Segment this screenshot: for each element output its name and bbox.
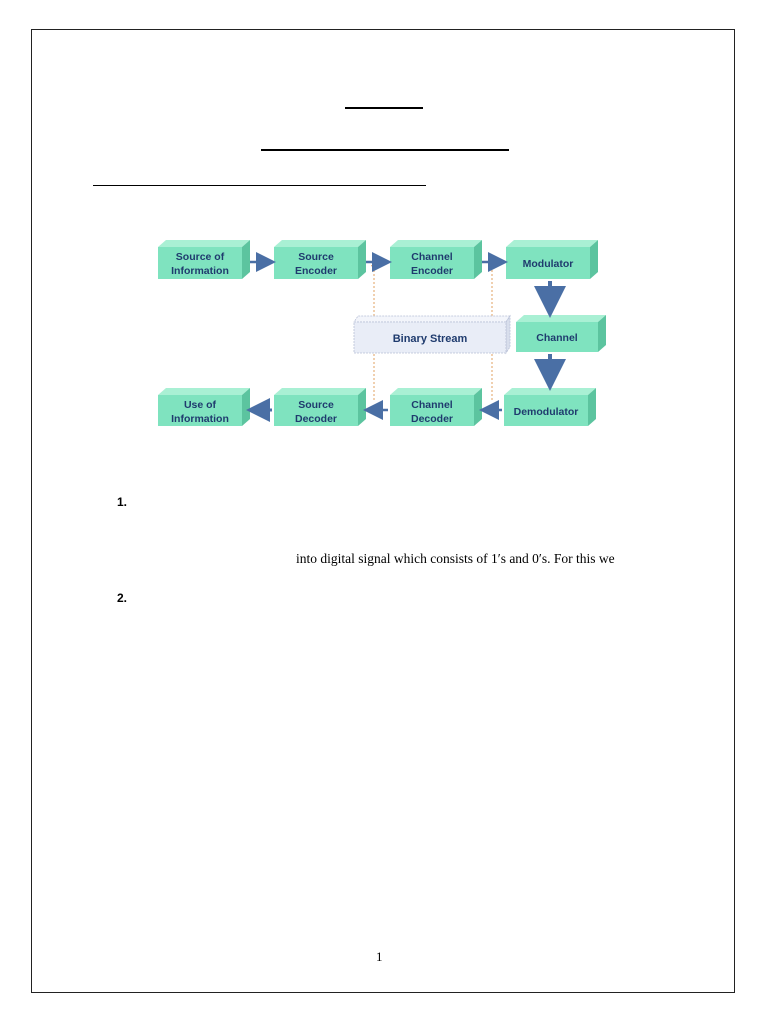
box-source-of-information [158,240,250,279]
svg-text:Information: Information [171,265,229,277]
binary-stream-label: Binary Stream [392,333,468,345]
box-channel [516,315,606,352]
box-source-encoder [274,240,366,279]
page-border [31,29,735,993]
svg-text:Modulator: Modulator [522,258,574,270]
box-use-of-information [158,388,250,426]
svg-text:Source: Source [298,251,334,263]
svg-text:Decoder: Decoder [410,413,454,425]
svg-text:Information: Information [171,413,229,425]
communication-block-diagram [150,232,610,437]
svg-text:Channel: Channel [411,399,453,411]
svg-text:Decoder: Decoder [294,413,338,425]
page-number: 1 [376,949,383,964]
box-channel-encoder [390,240,482,279]
box-modulator [506,240,598,279]
svg-text:Encoder: Encoder [410,265,454,277]
section-heading-underline [93,185,426,186]
list-item-1-text: into digital signal which consists of 1′s and 0′s. For this we [296,551,615,566]
svg-text:Source of: Source of [175,251,225,263]
box-channel-decoder [390,388,482,426]
svg-text:Channel: Channel [411,251,453,263]
list-item-1-number: 1. [117,495,128,509]
box-source-decoder [274,388,366,426]
svg-text:Channel: Channel [536,332,578,344]
binary-stream-box [354,316,510,353]
svg-text:Use of: Use of [183,399,217,411]
subtitle-underline [261,149,509,151]
title-underline [345,107,423,109]
svg-text:Encoder: Encoder [294,265,338,277]
svg-text:Source: Source [298,399,334,411]
list-item-2-number: 2. [117,591,128,605]
svg-text:Demodulator: Demodulator [513,406,579,418]
box-demodulator [504,388,596,426]
